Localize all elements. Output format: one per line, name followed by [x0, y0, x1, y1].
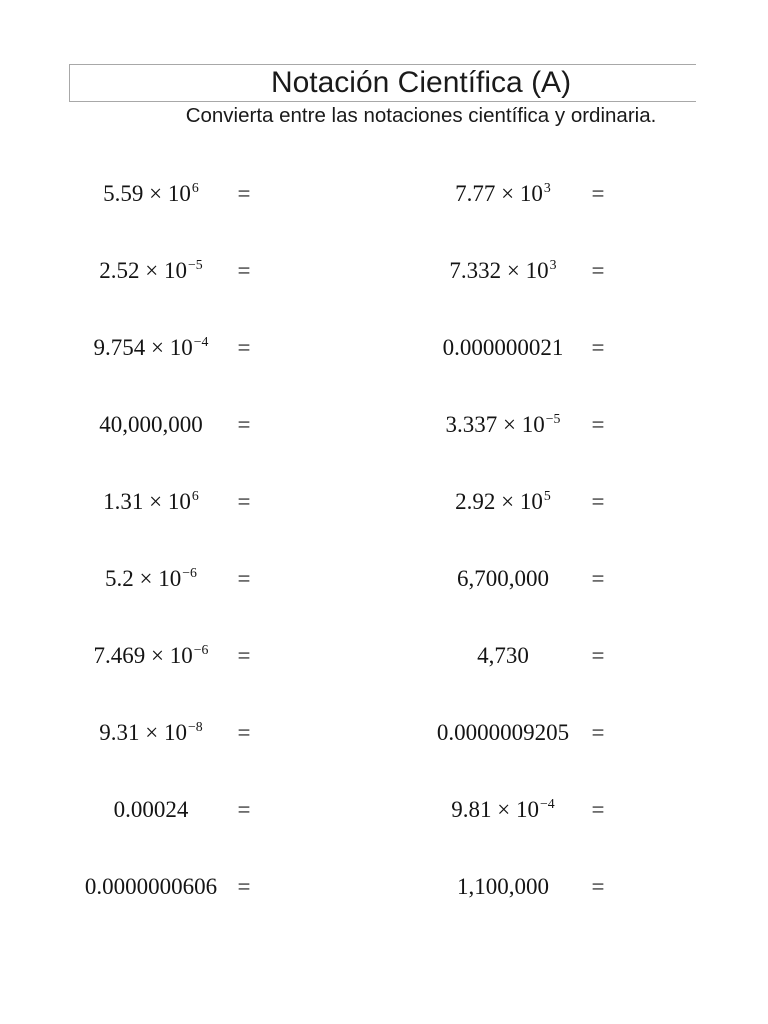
equals-sign: =	[591, 874, 605, 899]
problem-row-9	[0, 771, 768, 848]
equals-sign: =	[237, 181, 251, 206]
problem-row-4	[0, 386, 768, 463]
right-problem-value: 6,700,000	[457, 566, 549, 591]
right-problem	[418, 617, 588, 694]
equals-sign: =	[591, 797, 605, 822]
left-problem-exponent: −6	[193, 642, 209, 658]
equals-sign: =	[591, 566, 605, 591]
equals-sign: =	[237, 258, 251, 283]
right-problem	[418, 463, 588, 540]
right-problem-value: 0.0000009205	[436, 720, 570, 745]
problem-list	[0, 155, 768, 925]
left-problem	[66, 232, 236, 309]
problem-row-3	[0, 309, 768, 386]
left-problem-exponent: −6	[182, 565, 197, 581]
right-problem	[418, 771, 588, 848]
equals-sign: =	[237, 797, 251, 822]
problem-row-5	[0, 463, 768, 540]
left-problem-exponent: −8	[188, 719, 203, 735]
left-problem-value: 2.52 × 10	[99, 258, 188, 283]
left-problem	[66, 617, 236, 694]
right-problem-value: 0.000000021	[442, 335, 564, 360]
equals-sign: =	[591, 181, 605, 206]
problem-row-10	[0, 848, 768, 925]
left-problem-value: 9.31 × 10	[99, 720, 188, 745]
equals-sign: =	[237, 566, 251, 591]
left-problem	[66, 771, 236, 848]
right-problem-value: 7.332 × 10	[449, 258, 549, 283]
right-problem-exponent: 3	[543, 180, 551, 196]
left-problem-value: 0.0000000606	[84, 874, 218, 899]
left-problem	[66, 694, 236, 771]
right-problem	[418, 540, 588, 617]
left-problem	[66, 540, 236, 617]
right-problem	[418, 694, 588, 771]
right-problem-value: 9.81 × 10	[451, 797, 540, 822]
equals-sign: =	[237, 874, 251, 899]
equals-sign: =	[591, 258, 605, 283]
title-box	[69, 64, 696, 102]
right-problem	[418, 155, 588, 232]
problem-row-7	[0, 617, 768, 694]
worksheet-instructions: Convierta entre las notaciones científica y ordinaria.	[185, 104, 657, 127]
left-problem	[66, 309, 236, 386]
left-problem-value: 1.31 × 10	[103, 489, 191, 514]
worksheet-title: Notación Científica (A)	[270, 66, 572, 99]
right-problem-value: 2.92 × 10	[455, 489, 543, 514]
problem-row-1	[0, 155, 768, 232]
problem-row-8	[0, 694, 768, 771]
left-problem-value: 9.754 × 10	[93, 335, 193, 360]
left-problem-exponent: −4	[193, 334, 209, 350]
right-problem-value: 1,100,000	[457, 874, 549, 899]
right-problem-value: 3.337 × 10	[445, 412, 545, 437]
equals-sign: =	[591, 720, 605, 745]
right-problem	[418, 848, 588, 925]
left-problem	[66, 155, 236, 232]
equals-sign: =	[591, 335, 605, 360]
left-problem-exponent: 6	[191, 488, 199, 504]
right-problem-exponent: −4	[540, 796, 555, 812]
equals-sign: =	[237, 720, 251, 745]
equals-sign: =	[591, 643, 605, 668]
left-problem-value: 7.469 × 10	[93, 643, 193, 668]
left-problem-value: 40,000,000	[99, 412, 203, 437]
left-problem-exponent: −5	[188, 257, 203, 273]
right-problem-exponent: 5	[543, 488, 551, 504]
left-problem	[66, 463, 236, 540]
left-problem	[66, 386, 236, 463]
left-problem-value: 0.00024	[113, 797, 189, 822]
right-problem-value: 7.77 × 10	[455, 181, 543, 206]
right-problem-exponent: −5	[545, 411, 561, 427]
right-problem	[418, 232, 588, 309]
equals-sign: =	[591, 489, 605, 514]
left-problem-value: 5.59 × 10	[103, 181, 191, 206]
equals-sign: =	[237, 335, 251, 360]
equals-sign: =	[591, 412, 605, 437]
problem-row-2	[0, 232, 768, 309]
left-problem-value: 5.2 × 10	[105, 566, 182, 591]
equals-sign: =	[237, 489, 251, 514]
problem-row-6	[0, 540, 768, 617]
left-problem	[66, 848, 236, 925]
right-problem-exponent: 3	[549, 257, 557, 273]
right-problem	[418, 386, 588, 463]
right-problem	[418, 309, 588, 386]
equals-sign: =	[237, 412, 251, 437]
right-problem-value: 4,730	[477, 643, 529, 668]
left-problem-exponent: 6	[191, 180, 199, 196]
equals-sign: =	[237, 643, 251, 668]
